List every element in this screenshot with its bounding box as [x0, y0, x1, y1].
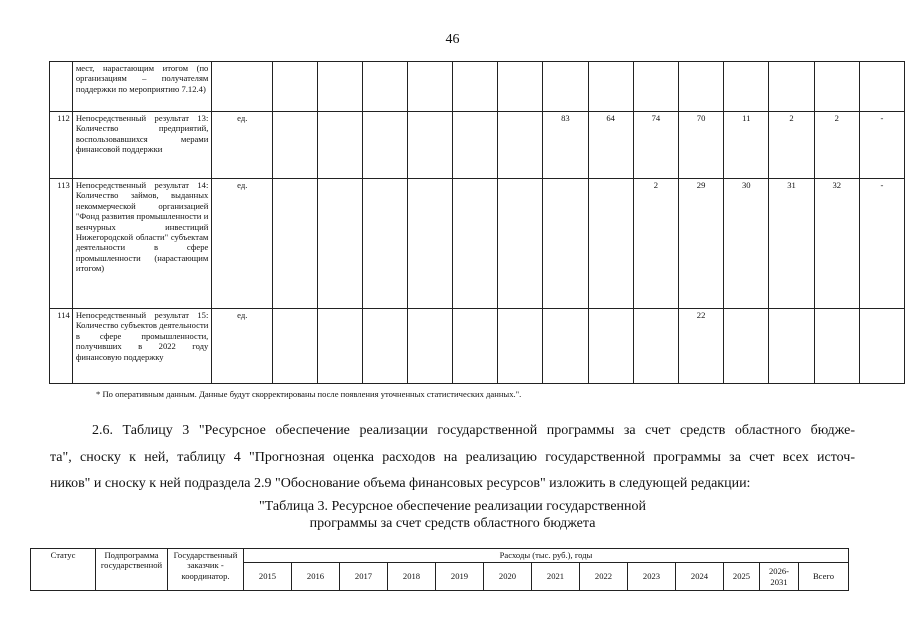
year-header: 2020	[484, 563, 532, 591]
header-subprogram: Подпрограмма государственной	[96, 549, 168, 591]
row-value: 64	[588, 112, 633, 179]
row-value	[498, 309, 543, 384]
row-value	[588, 62, 633, 112]
row-number: 114	[50, 309, 73, 384]
row-value	[363, 112, 408, 179]
table-row	[50, 62, 905, 112]
table3-header	[30, 548, 849, 591]
row-description: Непосредственный результат 15: Количество субъектов деятельности в сфере промышленности, получивших в 2022 году финансовую поддержку	[72, 309, 212, 384]
row-value	[678, 62, 723, 112]
row-number: 113	[50, 179, 73, 309]
row-value: 2	[633, 179, 678, 309]
year-header: 2023	[628, 563, 676, 591]
table-row	[50, 112, 905, 179]
row-value	[814, 309, 859, 384]
year-header: 2015	[244, 563, 292, 591]
year-header: 2022	[580, 563, 628, 591]
year-header: 2024	[676, 563, 724, 591]
row-value	[318, 62, 363, 112]
row-number	[50, 62, 73, 112]
row-value	[633, 309, 678, 384]
row-unit: ед.	[212, 112, 273, 179]
row-value	[543, 62, 588, 112]
row-description: Непосредственный результат 13: Количество предприятий, воспользовавшихся мерами финансовой поддержки	[72, 112, 212, 179]
row-value	[859, 309, 904, 384]
row-value	[273, 112, 318, 179]
row-number: 112	[50, 112, 73, 179]
year-header: 2026-2031	[760, 563, 799, 591]
row-value	[543, 309, 588, 384]
row-value: 70	[678, 112, 723, 179]
row-value	[363, 309, 408, 384]
row-value: 31	[769, 179, 814, 309]
row-value: 29	[678, 179, 723, 309]
row-value	[588, 179, 633, 309]
row-value: 11	[724, 112, 769, 179]
row-value	[363, 179, 408, 309]
body-paragraph	[50, 418, 855, 498]
row-value	[453, 179, 498, 309]
row-value	[318, 112, 363, 179]
paragraph-line-3: ников" и сноску к ней подраздела 2.9 "Обоснование объема финансовых ресурсов" изложить в следующей редакции:	[50, 476, 751, 491]
row-unit: ед.	[212, 179, 273, 309]
year-header: 2017	[340, 563, 388, 591]
row-value	[769, 62, 814, 112]
row-value	[498, 179, 543, 309]
row-value: 74	[633, 112, 678, 179]
row-value	[859, 62, 904, 112]
row-description: мест, нарастающим итогом (по организациям – получателям поддержки по мероприятию 7.12.4)	[72, 62, 212, 112]
row-value	[588, 309, 633, 384]
row-unit	[212, 62, 273, 112]
row-value	[318, 179, 363, 309]
row-value	[273, 309, 318, 384]
row-value	[408, 112, 453, 179]
page-number: 46	[445, 32, 460, 47]
row-value	[453, 309, 498, 384]
indicators-table	[49, 61, 905, 384]
row-value: 32	[814, 179, 859, 309]
header-customer: Государственный заказчик - координатор.	[168, 549, 244, 591]
row-value: 2	[814, 112, 859, 179]
row-value	[273, 179, 318, 309]
table3-caption-line2: программы за счет средств областного бюджета	[309, 516, 596, 531]
year-header: 2025	[724, 563, 760, 591]
row-unit: ед.	[212, 309, 273, 384]
row-value	[814, 62, 859, 112]
row-value: 2	[769, 112, 814, 179]
row-value	[453, 112, 498, 179]
header-expenses: Расходы (тыс. руб.), годы	[244, 549, 849, 563]
row-value	[318, 309, 363, 384]
table-row	[50, 179, 905, 309]
paragraph-line-1: 2.6. Таблицу 3 "Ресурсное обеспечение реализации государственной программы за счет средств областного бюдже-	[92, 423, 855, 438]
year-header: 2016	[292, 563, 340, 591]
row-value	[769, 309, 814, 384]
row-value: -	[859, 112, 904, 179]
year-header: 2018	[388, 563, 436, 591]
paragraph-line-2: та", сноску к ней, таблицу 4 "Прогнозная оценка расходов на реализацию государственной программы за счет всех источ-	[50, 449, 855, 465]
row-value	[273, 62, 318, 112]
row-value	[498, 112, 543, 179]
footnote: * По оперативным данным. Данные будут скорректированы после появления уточненных статистических данных.".	[96, 389, 522, 399]
table3-caption-line1: "Таблица 3. Ресурсное обеспечение реализации государственной	[258, 499, 647, 514]
row-description: Непосредственный результат 14: Количество займов, выданных некоммерческой организацией "Фонд развития промышленности и венчурных инвестиций Нижегородской области" субъектам деятельности в сфере промышленности (нарастающим итогом)	[72, 179, 212, 309]
row-value: 83	[543, 112, 588, 179]
row-value	[408, 179, 453, 309]
row-value: 22	[678, 309, 723, 384]
year-header: Всего	[799, 563, 849, 591]
row-value	[724, 309, 769, 384]
year-header: 2021	[532, 563, 580, 591]
row-value	[408, 309, 453, 384]
row-value	[724, 62, 769, 112]
row-value	[408, 62, 453, 112]
year-header: 2019	[436, 563, 484, 591]
row-value	[633, 62, 678, 112]
row-value: 30	[724, 179, 769, 309]
row-value	[543, 179, 588, 309]
row-value	[453, 62, 498, 112]
table-row	[50, 309, 905, 384]
row-value	[498, 62, 543, 112]
header-status: Статус	[31, 549, 96, 591]
row-value: -	[859, 179, 904, 309]
row-value	[363, 62, 408, 112]
